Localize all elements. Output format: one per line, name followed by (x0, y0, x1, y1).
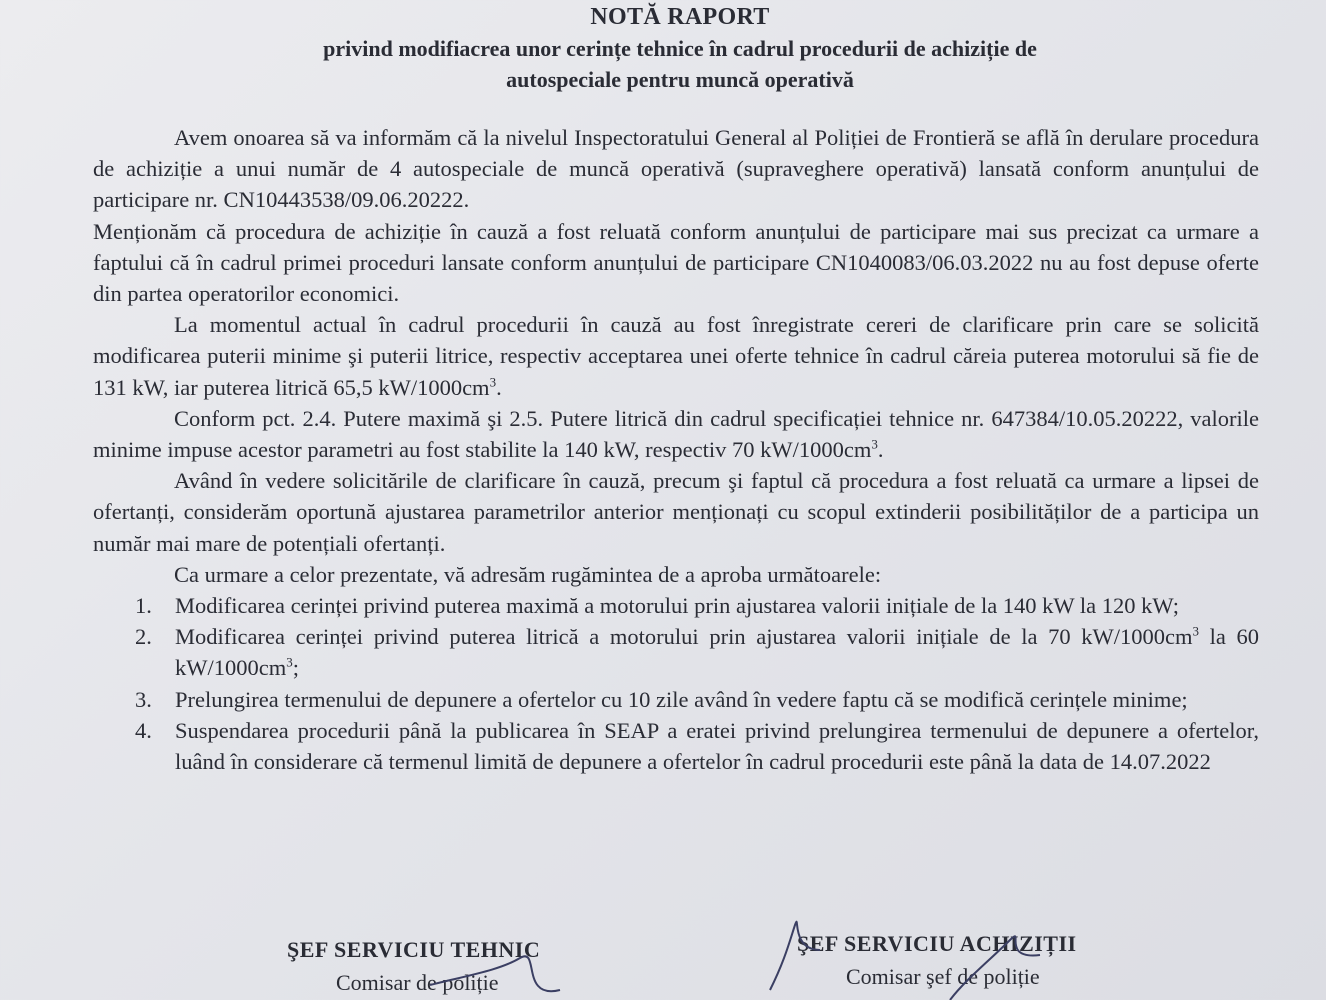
signature-right-rank: Comisar şef de poliție (846, 964, 1040, 989)
document-title: NOTĂ RAPORT (590, 4, 770, 30)
paragraph-5: Având în vedere solicitările de clarificare în cauză, precum şi faptul că procedura a fost reluată ca urmare a lipsei de ofertanți, considerăm oportună ajustarea parametrilor anterior menționați cu scopul extinderii posibilităților de a participa un număr mai mare de potențiali ofertanți. (93, 468, 1259, 556)
paragraph-4-end: . (877, 437, 884, 463)
list-item-text: Prelungirea termenului de depunere a ofertelor cu 10 zile având în vedere faptu că se modifică cerințele minime; (175, 686, 1188, 712)
list-item-number: 2. (135, 624, 152, 650)
paragraph-2: Menționăm că procedura de achiziție în cauză a fost reluată conform anunțului de participare mai sus precizat ca urmare a faptului că în cadrul primei proceduri lansate conform anunțului de participare CN1040083/06.03.2022 nu au fost depuse oferte din partea operatorilor economici. (93, 218, 1259, 307)
list-item-text: Modificarea cerinței privind puterea litrică a motorului prin ajustarea valorii inițiale de la 70 kW/1000cm (175, 624, 1193, 650)
subtitle-line-2: autospeciale pentru muncă operativă (506, 67, 854, 92)
paragraph-1: Avem onoarea să va informăm că la nivelul Inspectoratului General al Poliției de Frontieră se află în derulare procedura de achiziție a unui număr de 4 autospeciale de muncă operativă (supraveghere operativă) lansată conform anunțului de participare nr. CN10443538/09.06.20222. (93, 125, 1259, 213)
list-item-text: ; (292, 655, 299, 681)
paragraph-3-superscript: 3 (489, 374, 497, 390)
list-item-superscript: 3 (286, 654, 293, 670)
signature-left-scribble (430, 956, 560, 991)
paragraph-3-text: La momentul actual în cadrul procedurii în cauză au fost înregistrate cereri de clarificare prin care se solicită modificarea puterii minime şi puterii litrice, respectiv acceptarea unei oferte tehnice în cadrul căreia puterea motorului să fie de 131 kW, iar puterea litrică 65,5 kW/1000cm (93, 312, 1259, 400)
subtitle-line-1: privind modifiacrea unor cerințe tehnice în cadrul procedurii de achiziție de (323, 36, 1037, 61)
list-item-number: 4. (135, 717, 152, 743)
signature-right-title: ŞEF SERVICIU ACHIZIȚII (797, 931, 1077, 956)
list-item-text: Modificarea cerinței privind puterea maximă a motorului prin ajustarea valorii inițiale de la 140 kW la 120 kW; (175, 593, 1180, 619)
signature-right-scribble (770, 922, 1040, 1000)
paragraph-3-end: . (496, 374, 502, 400)
signature-left-title: ŞEF SERVICIU TEHNIC (287, 937, 541, 962)
signature-left-rank: Comisar de poliție (336, 970, 499, 995)
list-item-text: la 60 kW/1000cm (175, 624, 1259, 681)
list-item-number: 3. (135, 686, 152, 712)
list-item-number: 1. (135, 593, 152, 619)
list-item-text: Suspendarea procedurii până la publicarea în SEAP a eratei privind prelungirea termenului de depunere a ofertelor, luând în considerare că termenul limită de depunere a ofertelor în cadrul procedurii este până la data de 14.07.2022 (175, 717, 1259, 775)
paragraph-4-text: Conform pct. 2.4. Putere maximă şi 2.5. Putere litrică din cadrul specificației tehnice nr. 647384/10.05.20222, valorile minime impuse acestor parametri au fost stabilite la 140 kW, respectiv 70 kW/1000cm (93, 405, 1259, 463)
list-item-superscript: 3 (1192, 623, 1199, 639)
paragraph-4-superscript: 3 (871, 436, 878, 452)
paragraph-6: Ca urmare a celor prezentate, vă adresăm rugămintea de a aproba următoarele: (174, 561, 882, 587)
